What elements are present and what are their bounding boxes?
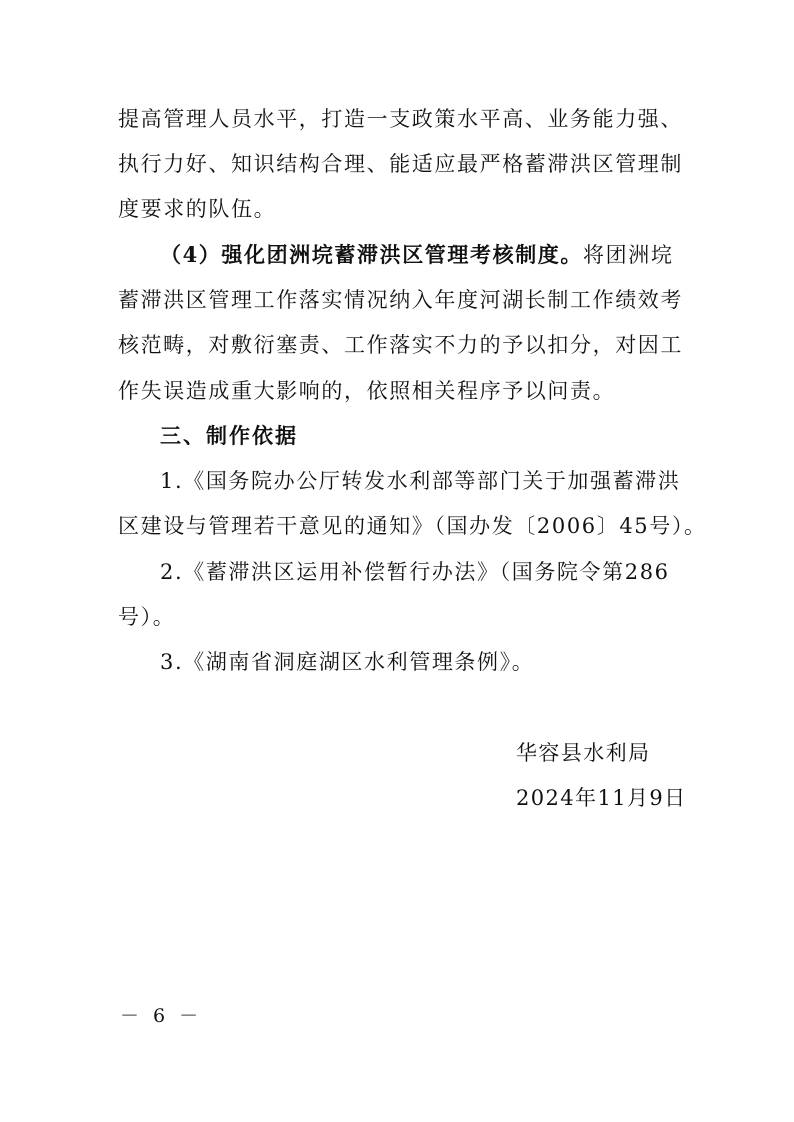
paragraph-line: 提高管理人员水平，打造一支政策水平高、业务能力强、 [118, 107, 683, 131]
reference-line: 3.《湖南省洞庭湖区水利管理条例》。 [160, 650, 535, 674]
paragraph-line: 核范畴，对敷衍塞责、工作落实不力的予以扣分，对因工 [118, 333, 683, 357]
page-number: － 6 － [120, 1005, 203, 1027]
subsection-title: （4）强化团洲垸蓄滞洪区管理考核制度。 [160, 242, 584, 267]
paragraph-line: 作失误造成重大影响的，依照相关程序予以问责。 [118, 379, 616, 403]
paragraph-line [160, 240, 720, 270]
reference-line: 区建设与管理若干意见的通知》（国办发〔2006〕45号）。 [118, 514, 707, 538]
paragraph-line: 度要求的队伍。 [118, 197, 277, 221]
signature-org: 华容县水利局 [516, 741, 651, 765]
reference-line: 1.《国务院办公厅转发水利部等部门关于加强蓄滞洪 [160, 469, 681, 493]
reference-line: 2.《蓄滞洪区运用补偿暂行办法》（国务院令第286 [160, 560, 670, 584]
paragraph-line: 执行力好、知识结构合理、能适应最严格蓄滞洪区管理制 [118, 152, 683, 176]
paragraph-line: 蓄滞洪区管理工作落实情况纳入年度河湖长制工作绩效考 [118, 288, 683, 312]
section-heading: 三、制作依据 [160, 423, 298, 448]
signature-date: 2024年11月9日 [516, 786, 687, 810]
paragraph-text: 将团洲垸 [583, 243, 674, 267]
reference-line: 号）。 [118, 605, 176, 629]
